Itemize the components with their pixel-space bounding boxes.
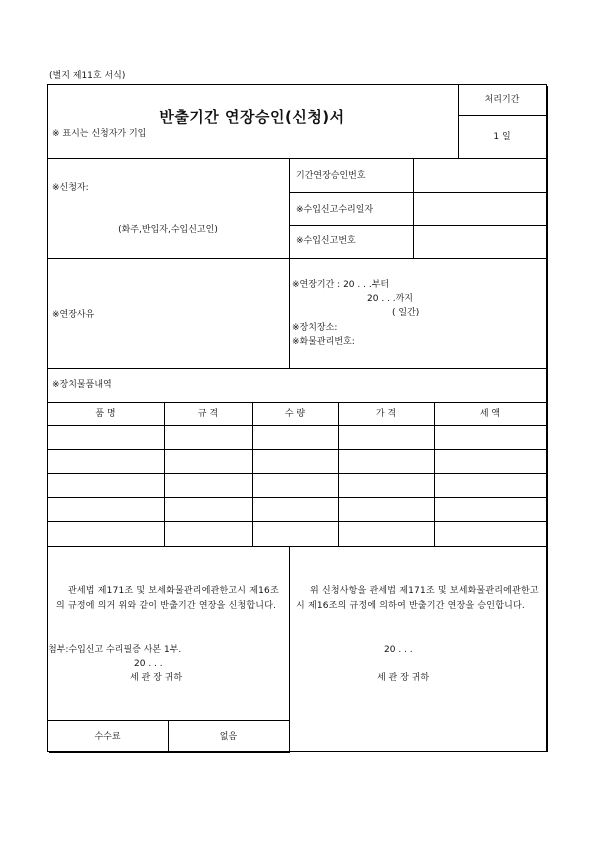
goods-header-price: 가 격 [375,409,397,419]
frame-shadow-bottom [49,751,290,753]
import-number-label: ※수입신고번호 [296,236,356,246]
goods-header-quantity: 수 량 [284,409,306,419]
attachment-note: 첨부:수입신고 수리필증 사본 1부. [48,645,182,655]
goods-col-divider-2 [252,402,253,546]
header-bottom-line [47,158,546,159]
goods-row-line-5 [47,521,546,522]
form-title: 반출기간 연장승인(신청)서 [159,108,345,126]
approval-date: 20 . . . [384,645,413,655]
extension-days: ( 일간) [392,308,420,318]
goods-col-divider-4 [434,402,435,546]
goods-row-line-4 [47,497,546,498]
goods-row-line-2 [47,449,546,450]
frame-shadow-right [546,86,548,752]
form-reference: (별지 제11호 서식) [49,71,126,81]
goods-col-divider-3 [338,402,339,546]
goods-row-line-3 [47,473,546,474]
accept-date-label: ※수입신고수리일자 [296,205,374,215]
approval-signer: 세 관 장 귀하 [377,673,430,683]
field-line-2 [289,225,546,226]
application-recipient: 세 관 장 귀하 [130,673,183,683]
form-note: ※ 표시는 신청자가 기입 [52,129,147,139]
reason-label: ※연장사유 [52,310,95,320]
processing-label: 처리기간 [484,95,520,105]
field-value-divider [413,158,414,258]
goods-row-line-1 [47,425,546,426]
goods-header-top [47,402,546,403]
approval-paragraph: 위 신청사항을 관세법 제171조 및 보세화물관리에관한고시 제16조의 규정에 의하여 반출기간 연장을 승인합니다. [296,586,539,611]
application-paragraph: 관세법 제171조 및 보세화물관리에관한고시 제16조의 규정에 의거 위와 같이 반출기간 연장을 신청합니다. [56,586,279,611]
applicant-label: ※신청자: [52,183,89,193]
applicant-bottom-line [47,258,546,259]
fee-label: 수수료 [94,732,121,742]
middle-divider [289,158,290,368]
goods-header-tax: 세 액 [479,409,501,419]
storage-location-label: ※장치장소: [292,323,338,333]
field-line-1 [289,192,546,193]
fee-value: 없음 [219,732,238,742]
processing-value: 1 일 [493,132,511,142]
extension-period-to: 20 . . .까지 [367,294,414,304]
extension-period-from: ※연장기간 : 20 . . .부터 [292,280,390,290]
goods-bottom-line [47,546,546,547]
cargo-number-label: ※화물관리번호: [292,337,355,347]
approval-number-label: 기간연장승인번호 [296,171,366,181]
extension-bottom-line [47,368,546,369]
goods-header-name: 품 명 [95,409,116,419]
goods-col-divider-1 [164,402,165,546]
processing-divider [458,115,546,116]
applicant-sub: (화주,반입자,수입신고인) [118,225,218,235]
goods-label: ※장치물품내역 [52,380,112,390]
goods-header-spec: 규 격 [197,409,219,419]
application-date: 20 . . . [134,659,163,669]
